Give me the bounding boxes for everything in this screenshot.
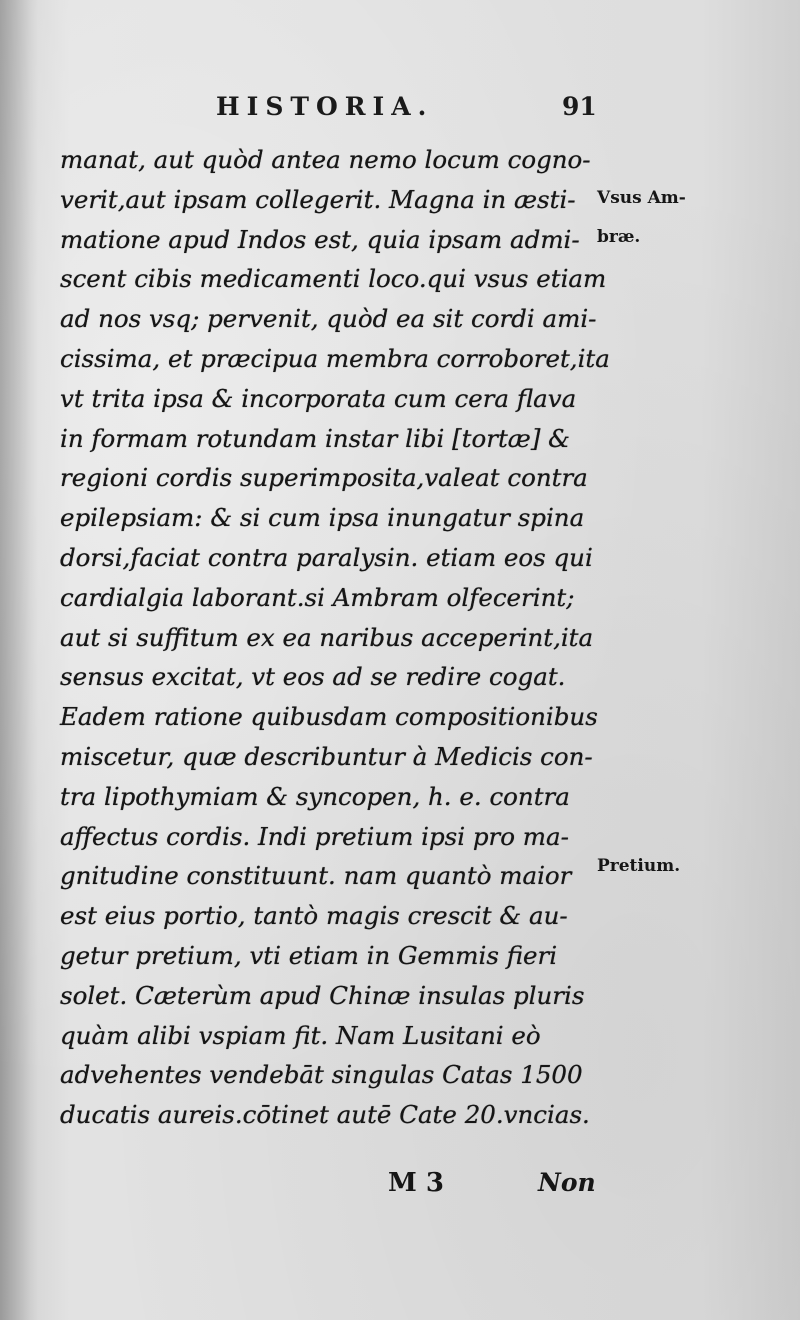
text-line: cardialgia laborant.si Ambram olfecerint; bbox=[60, 582, 575, 612]
text-line: getur pretium, vti etiam in Gemmis fieri bbox=[60, 940, 558, 970]
text-line: quàm alibi vspiam fit. Nam Lusitani eò bbox=[60, 1020, 541, 1050]
text-line: cissima, et præcipua membra corroboret,ita bbox=[60, 343, 610, 373]
page-number: 91 bbox=[562, 92, 597, 121]
text-line: gnitudine constituunt. nam quantò maior bbox=[60, 861, 572, 891]
text-line: affectus cordis. Indi pretium ipsi pro ma- bbox=[60, 821, 569, 851]
page-footer bbox=[60, 1168, 600, 1208]
text-line: ad nos vsq; pervenit, quòd ea sit cordi ami- bbox=[60, 304, 597, 334]
text-line: dorsi,faciat contra paralysin. etiam eos qui bbox=[60, 542, 593, 572]
margin-note-usus: Vsus Am- bbox=[597, 188, 686, 208]
text-line: miscetur, quæ describuntur à Medicis con- bbox=[60, 741, 593, 771]
text-line: est eius portio, tantò magis crescit & au- bbox=[60, 901, 568, 931]
margin-note-pretium: Pretium. bbox=[597, 856, 681, 876]
margin-note-usus-continued: bræ. bbox=[597, 227, 641, 247]
text-line: solet. Cæterùm apud Chinæ insulas pluris bbox=[60, 980, 585, 1010]
page-header bbox=[60, 92, 600, 132]
text-line: epilepsiam: & si cum ipsa inungatur spina bbox=[60, 503, 585, 533]
gutter-shadow bbox=[0, 0, 38, 1320]
text-line: Eadem ratione quibusdam compositionibus bbox=[60, 702, 598, 732]
text-line: vt trita ipsa & incorporata cum cera flava bbox=[60, 383, 577, 413]
text-line: sensus excitat, vt eos ad se redire cogat. bbox=[60, 662, 566, 692]
text-line: regioni cordis superimposita,valeat contra bbox=[60, 463, 588, 493]
text-line: aut si suffitum ex ea naribus acceperint,ita bbox=[60, 622, 594, 652]
text-line: advehentes vendebāt singulas Catas 1500 bbox=[60, 1060, 583, 1090]
text-line: verit,aut ipsam collegerit. Magna in æsti- bbox=[60, 184, 576, 214]
running-head: HISTORIA. bbox=[216, 92, 434, 121]
body-text bbox=[60, 140, 610, 1135]
catchword: Non bbox=[538, 1168, 596, 1197]
text-line: tra lipothymiam & syncopen, h. e. contra bbox=[60, 781, 570, 811]
text-line: in formam rotundam instar libi [tortæ] & bbox=[60, 423, 570, 453]
text-line: matione apud Indos est, quia ipsam admi- bbox=[60, 224, 580, 254]
text-line: ducatis aureis.cōtinet autē Cate 20.vncias. bbox=[60, 1100, 590, 1130]
signature-mark: M 3 bbox=[388, 1168, 444, 1198]
text-line: manat, aut quòd antea nemo locum cogno- bbox=[60, 145, 591, 174]
text-line: scent cibis medicamenti loco.qui vsus etiam bbox=[60, 264, 607, 294]
